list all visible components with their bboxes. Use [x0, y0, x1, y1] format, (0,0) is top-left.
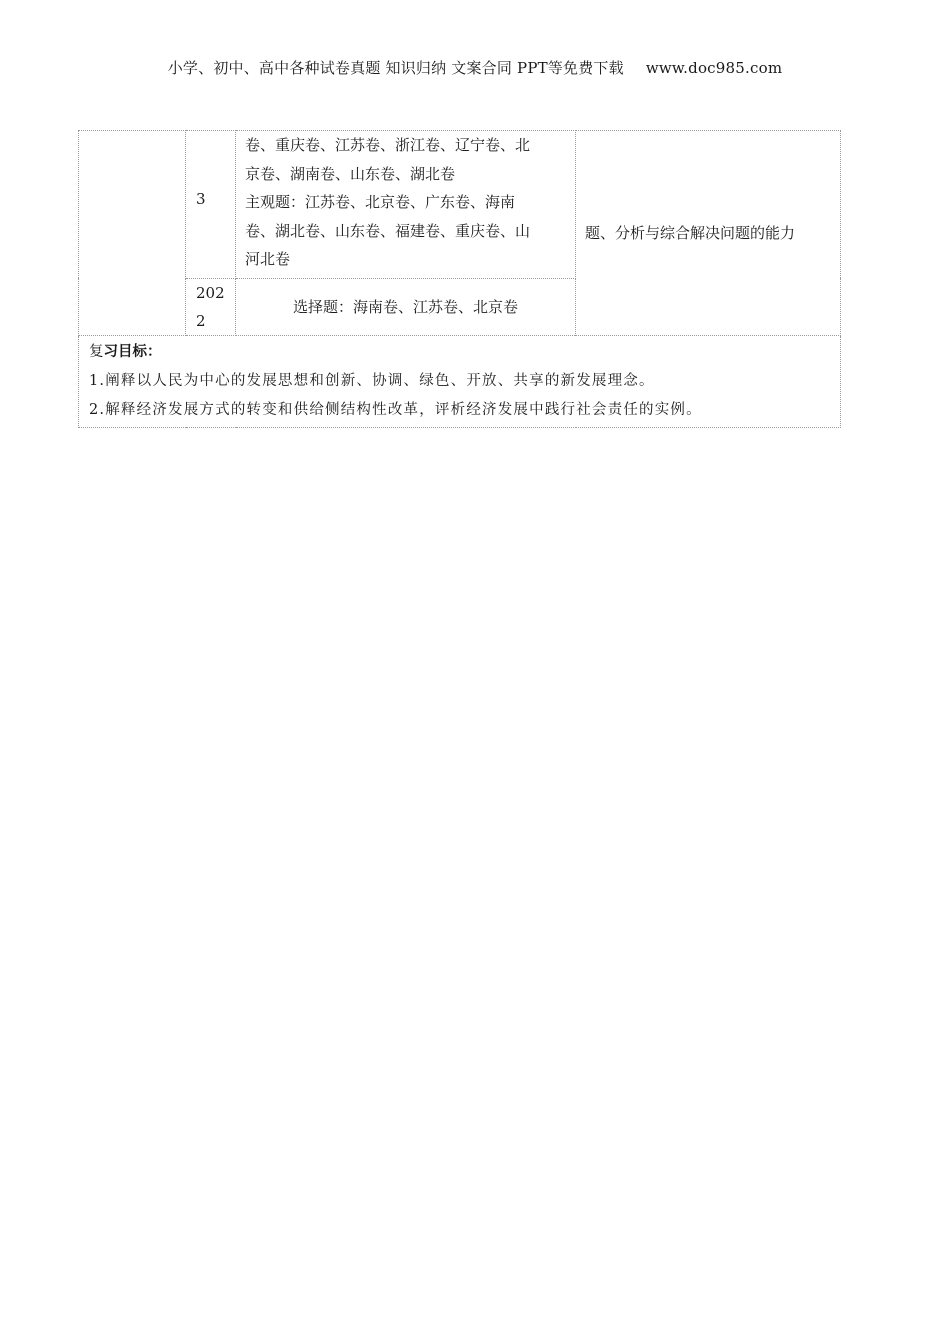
goals-heading-prefix: 复	[89, 343, 104, 360]
review-goals-cell	[79, 335, 841, 427]
header-text: 小学、初中、高中各种试卷真题 知识归纳 文案合同 PPT等免费下载	[167, 59, 624, 77]
goals-heading-colon: ：	[147, 343, 162, 360]
exam-analysis-table	[78, 130, 841, 428]
table-row	[79, 131, 841, 279]
topic-cell	[79, 131, 186, 336]
provinces-line: 卷、湖北卷、山东卷、福建卷、重庆卷、山	[245, 221, 531, 240]
year-line: 202	[196, 283, 225, 302]
provinces-cell	[236, 131, 576, 279]
page-header	[0, 57, 950, 78]
header-site-link[interactable]: www.doc985.com	[645, 59, 783, 77]
review-goal-item: 1.阐释以人民为中心的发展思想和创新、协调、绿色、开放、共享的新发展理念。	[89, 372, 655, 389]
review-goals-heading	[89, 338, 830, 367]
provinces-text: 选择题：海南卷、江苏卷、北京卷	[292, 297, 518, 316]
provinces-line: 京卷、湖南卷、山东卷、湖北卷	[245, 164, 456, 183]
ability-text: 题、分析与综合解决问题的能力	[585, 223, 796, 242]
review-goal-item: 2.解释经济发展方式的转变和供给侧结构性改革，评析经济发展中践行社会责任的实例。	[89, 401, 702, 418]
year-cell	[186, 278, 236, 335]
provinces-cell	[236, 278, 576, 335]
provinces-line: 河北卷	[245, 250, 291, 268]
provinces-line: 主观题：江苏卷、北京卷、广东卷、海南	[245, 193, 516, 211]
year-fragment: 3	[196, 190, 206, 208]
table-row	[79, 335, 841, 427]
year-cell	[186, 131, 236, 279]
goals-heading-title: 习目标	[103, 343, 147, 360]
provinces-line: 卷、重庆卷、江苏卷、浙江卷、辽宁卷、北	[245, 136, 531, 154]
year-line: 2	[196, 311, 206, 330]
ability-cell	[576, 131, 841, 336]
